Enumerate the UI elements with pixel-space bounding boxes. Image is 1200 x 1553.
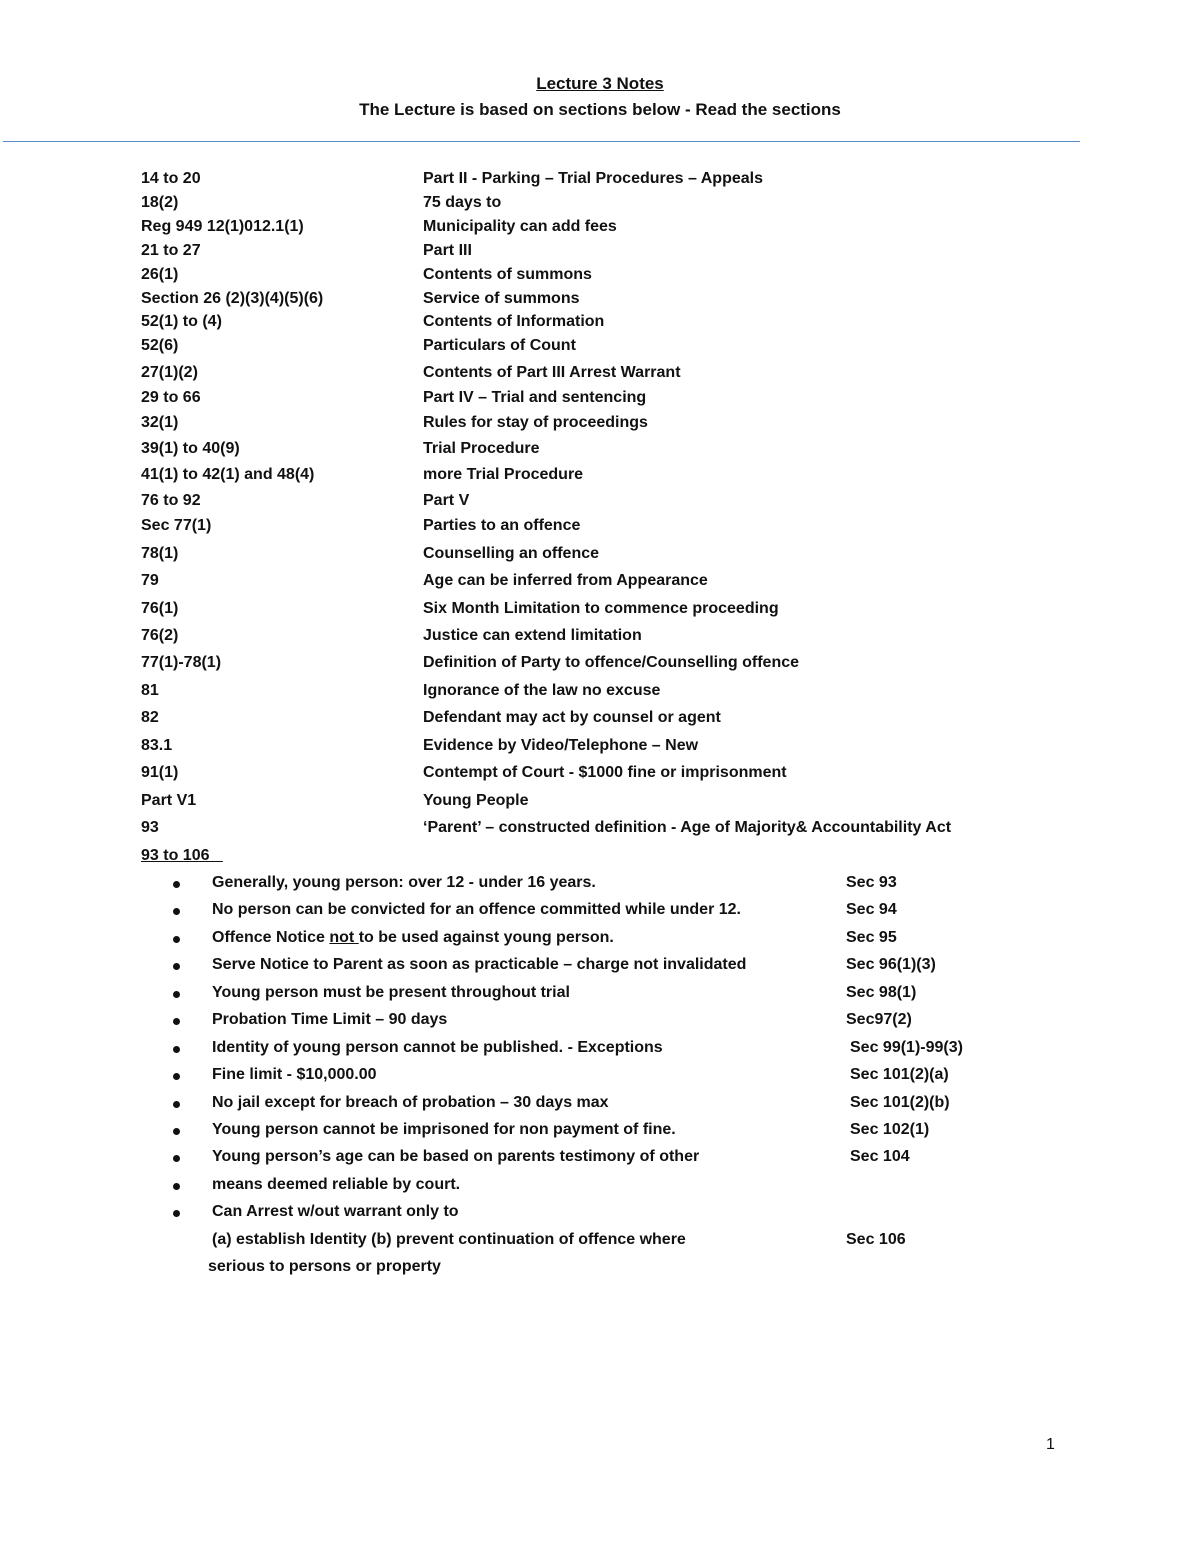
bullet-dot-icon: [173, 991, 180, 998]
bullet-text: No jail except for breach of probation – 30 days max: [212, 1094, 609, 1111]
bullet-text-after: to be used against young person.: [358, 929, 614, 946]
section-ref: 78(1): [141, 545, 179, 562]
section-ref: 41(1) to 42(1) and 48(4): [141, 466, 315, 483]
bullet-ref: Sec 102(1): [850, 1121, 930, 1138]
section-desc: Rules for stay of proceedings: [423, 414, 648, 431]
section-ref: Sec 77(1): [141, 517, 212, 534]
bullet-dot-icon: [173, 1155, 180, 1162]
section-desc: Six Month Limitation to commence proceeding: [423, 600, 779, 617]
section-desc: Service of summons: [423, 290, 580, 307]
bullet-item: [0, 1066, 1200, 1088]
bullet-dot-icon: [173, 963, 180, 970]
bullet-item: [0, 929, 1200, 951]
bullet-text-underlined: not: [329, 929, 359, 946]
young-people-heading: 93 to 106: [141, 847, 223, 864]
bullet-text: Young person’s age can be based on parents testimony of other: [212, 1148, 700, 1165]
page-subtitle: The Lecture is based on sections below - Read the sections: [359, 100, 841, 119]
section-row: [0, 170, 1200, 192]
section-desc: Evidence by Video/Telephone – New: [423, 737, 699, 754]
section-row: [0, 819, 1200, 841]
section-row: [0, 545, 1200, 567]
section-row: [0, 792, 1200, 814]
section-ref: Part V1: [141, 792, 197, 809]
bullet-dot-icon: [173, 1183, 180, 1190]
section-ref: 39(1) to 40(9): [141, 440, 240, 457]
page-title: Lecture 3 Notes: [536, 74, 664, 93]
bullet-dot-icon: [173, 1128, 180, 1135]
section-ref: Section 26 (2)(3)(4)(5)(6): [141, 290, 324, 307]
section-desc: Ignorance of the law no excuse: [423, 682, 661, 699]
section-ref: 76(1): [141, 600, 179, 617]
bullet-text-before: Offence Notice: [212, 929, 330, 946]
section-ref: 81: [141, 682, 159, 699]
section-desc: Contents of Part III Arrest Warrant: [423, 364, 681, 381]
section-ref: 76(2): [141, 627, 179, 644]
bullet-text: Young person cannot be imprisoned for non payment of fine.: [212, 1121, 676, 1138]
section-ref: 79: [141, 572, 159, 589]
header-divider: [3, 141, 1080, 142]
section-row: [0, 682, 1200, 704]
section-ref: 52(6): [141, 337, 179, 354]
section-row: [0, 337, 1200, 359]
bullet-dot-icon: [173, 1073, 180, 1080]
section-desc: Counselling an offence: [423, 545, 600, 562]
section-desc: Contempt of Court - $1000 fine or imprisonment: [423, 764, 787, 781]
section-ref: 77(1)-78(1): [141, 654, 222, 671]
bullet-continuation-ref: Sec 106: [846, 1231, 906, 1248]
section-desc: Part II - Parking – Trial Procedures – Appeals: [423, 170, 763, 187]
section-row: [0, 242, 1200, 264]
bullet-item: [0, 901, 1200, 923]
bullet-text: Identity of young person cannot be published. - Exceptions: [212, 1039, 663, 1056]
section-ref: 29 to 66: [141, 389, 201, 406]
section-desc: Particulars of Count: [423, 337, 576, 354]
bullet-dot-icon: [173, 881, 180, 888]
bullet-item: [0, 956, 1200, 978]
section-row: [0, 440, 1200, 462]
bullet-continuation-text: (a) establish Identity (b) prevent continuation of offence where: [212, 1231, 686, 1248]
section-row: [0, 389, 1200, 411]
section-row: [0, 266, 1200, 288]
section-ref: 93: [141, 819, 159, 836]
section-row: [0, 600, 1200, 622]
section-desc: Justice can extend limitation: [423, 627, 642, 644]
bullet-item: [0, 874, 1200, 896]
section-desc: Part III: [423, 242, 472, 259]
section-desc: Definition of Party to offence/Counselling offence: [423, 654, 800, 671]
section-ref: 27(1)(2): [141, 364, 198, 381]
section-desc: Trial Procedure: [423, 440, 540, 457]
section-ref: 32(1): [141, 414, 179, 431]
bullet-dot-icon: [173, 1018, 180, 1025]
section-ref: 21 to 27: [141, 242, 201, 259]
bullet-ref: Sec97(2): [846, 1011, 912, 1028]
section-ref: 18(2): [141, 194, 179, 211]
section-row: [0, 290, 1200, 312]
section-desc: Contents of Information: [423, 313, 605, 330]
bullet-item: [0, 1203, 1200, 1225]
bullet-text: No person can be convicted for an offence committed while under 12.: [212, 901, 741, 918]
bullet-dot-icon: [173, 908, 180, 915]
section-ref: 76 to 92: [141, 492, 201, 509]
bullet-dot-icon: [173, 1210, 180, 1217]
section-ref: 83.1: [141, 737, 173, 754]
section-row: [0, 414, 1200, 436]
bullet-text: Probation Time Limit – 90 days: [212, 1011, 448, 1028]
section-ref: 14 to 20: [141, 170, 201, 187]
section-row: [0, 572, 1200, 594]
section-row: [0, 194, 1200, 216]
section-ref: 26(1): [141, 266, 179, 283]
section-row: [0, 654, 1200, 676]
section-desc: Part V: [423, 492, 470, 509]
bullet-text: Fine limit - $10,000.00: [212, 1066, 377, 1083]
section-row: [0, 709, 1200, 731]
section-row: [0, 364, 1200, 386]
section-ref: 82: [141, 709, 159, 726]
section-desc: 75 days to: [423, 194, 502, 211]
section-row: [0, 627, 1200, 649]
bullet-ref: Sec 98(1): [846, 984, 917, 1001]
bullet-item: [0, 1094, 1200, 1116]
bullet-item: [0, 1011, 1200, 1033]
bullet-ref: Sec 94: [846, 901, 897, 918]
section-desc: more Trial Procedure: [423, 466, 584, 483]
section-desc: Part IV – Trial and sentencing: [423, 389, 647, 406]
section-desc: Parties to an offence: [423, 517, 581, 534]
bullet-ref: Sec 93: [846, 874, 897, 891]
bullet-ref: Sec 104: [850, 1148, 910, 1165]
bullet-item: [0, 1039, 1200, 1061]
bullet-item: [0, 1121, 1200, 1143]
section-desc: Young People: [423, 792, 529, 809]
bullet-text: [212, 929, 614, 947]
section-row: [0, 517, 1200, 539]
bullet-ref: Sec 101(2)(a): [850, 1066, 949, 1083]
section-row: [0, 764, 1200, 786]
section-row: [0, 737, 1200, 759]
section-desc: Municipality can add fees: [423, 218, 617, 235]
page-number: 1: [1046, 1436, 1055, 1453]
bullet-text: Can Arrest w/out warrant only to: [212, 1203, 459, 1220]
bullet-text: Young person must be present throughout trial: [212, 984, 570, 1001]
section-ref: Reg 949 12(1)012.1(1): [141, 218, 304, 235]
bullet-item: [0, 1148, 1200, 1170]
section-row: [0, 218, 1200, 240]
bullet-continuation-text: serious to persons or property: [208, 1258, 441, 1275]
section-row: [0, 492, 1200, 514]
bullet-ref: Sec 96(1)(3): [846, 956, 936, 973]
section-ref: 91(1): [141, 764, 179, 781]
bullet-item: [0, 1176, 1200, 1198]
section-desc: ‘Parent’ – constructed definition - Age of Majority& Accountability Act: [423, 819, 952, 836]
section-row: [0, 466, 1200, 488]
bullet-text: Serve Notice to Parent as soon as practicable – charge not invalidated: [212, 956, 747, 973]
bullet-ref: Sec 95: [846, 929, 897, 946]
bullet-dot-icon: [173, 1046, 180, 1053]
bullet-dot-icon: [173, 1101, 180, 1108]
section-desc: Contents of summons: [423, 266, 592, 283]
bullet-ref: Sec 101(2)(b): [850, 1094, 950, 1111]
section-ref: 52(1) to (4): [141, 313, 222, 330]
bullet-item: [0, 984, 1200, 1006]
section-row: [0, 313, 1200, 335]
bullet-text: Generally, young person: over 12 - under 16 years.: [212, 874, 596, 891]
section-desc: Defendant may act by counsel or agent: [423, 709, 721, 726]
bullet-text: means deemed reliable by court.: [212, 1176, 461, 1193]
section-desc: Age can be inferred from Appearance: [423, 572, 708, 589]
bullet-dot-icon: [173, 936, 180, 943]
bullet-ref: Sec 99(1)-99(3): [850, 1039, 963, 1056]
